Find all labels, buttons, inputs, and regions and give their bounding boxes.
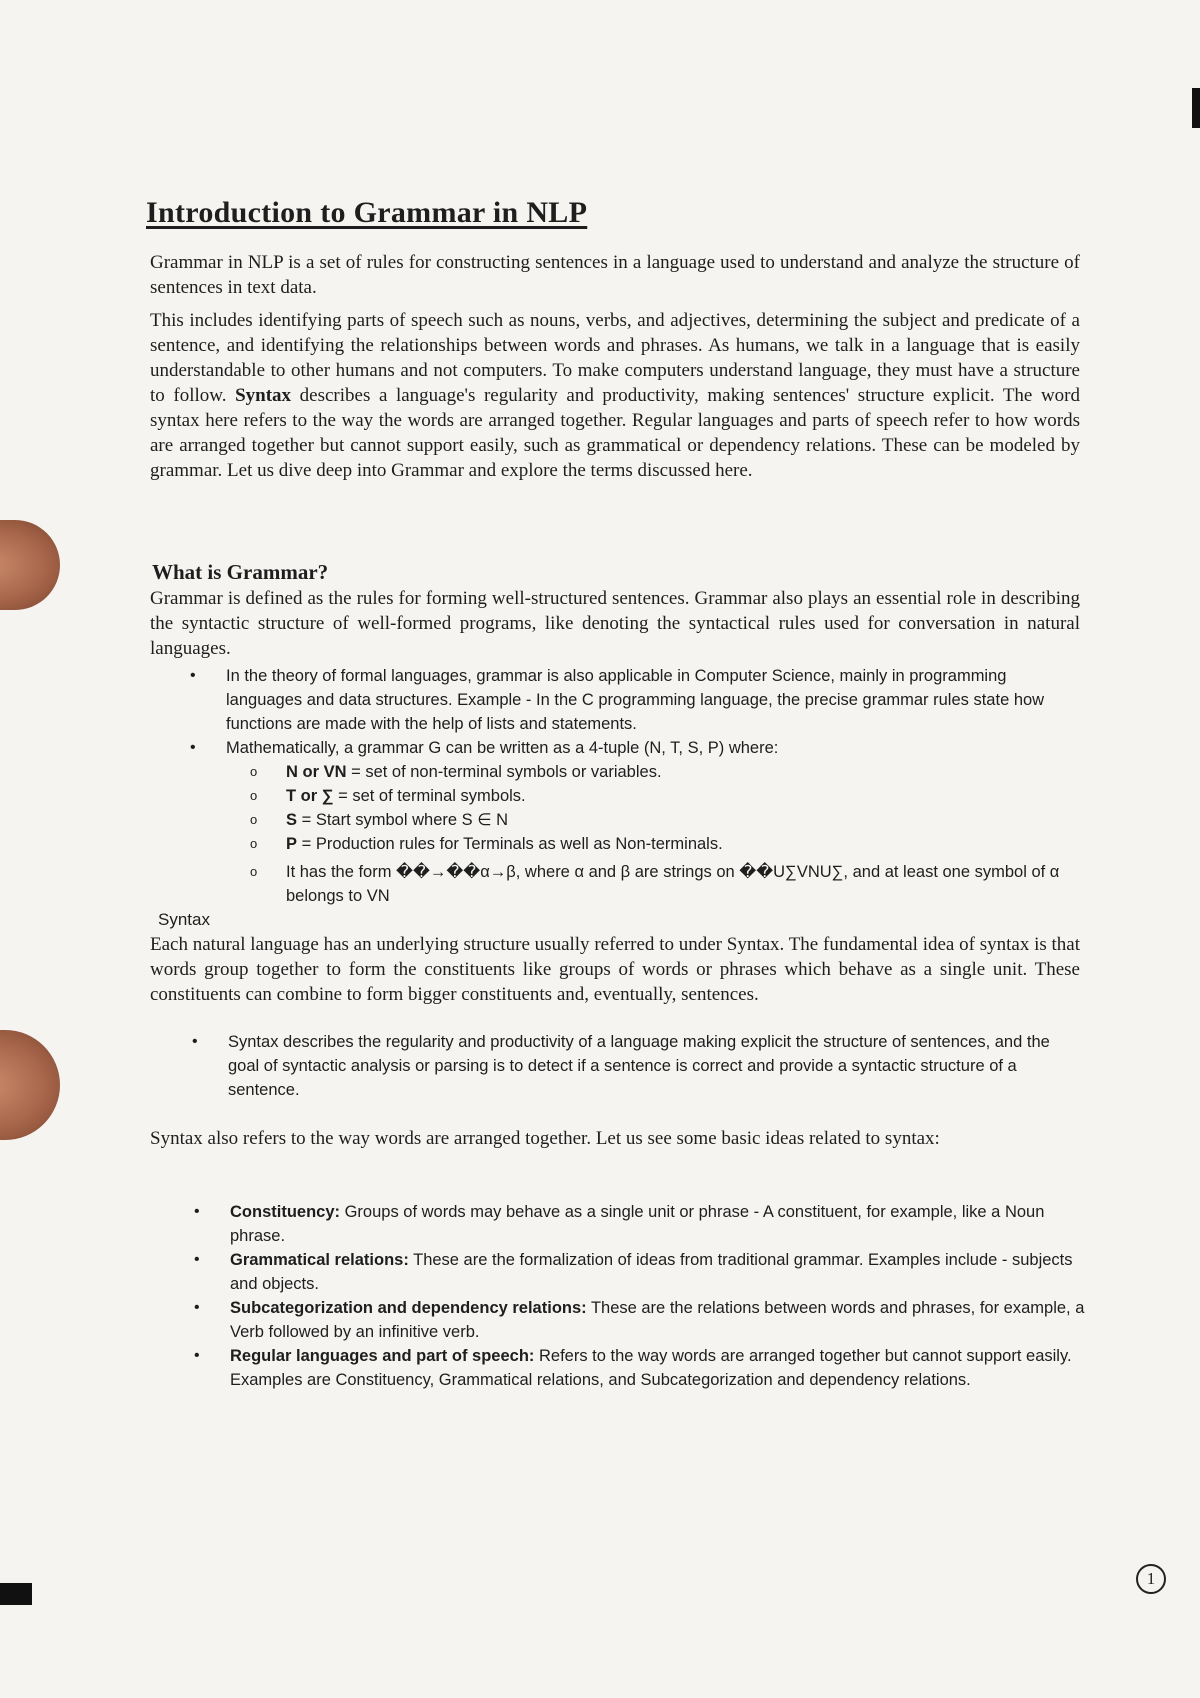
syntax-paragraph: Each natural language has an underlying structure usually referred to under Syntax. The fundamental idea of syntax is that words group together to form the constituents like groups of words or phrases which behave as a single unit. These constituents can combine to form bigger constituents and, eventually, sentences. [150,934,1080,1005]
intro-paragraph-2 [150,308,1080,483]
tuple-list [250,760,1086,908]
list-item: • Syntax describes the regularity and productivity of a language making explicit the structure of sentences, and the goal of syntactic analysis or parsing is to detect if a sentence is correct and provide a syntactic structure of a sentence. [188,1030,1084,1102]
syntax-ideas-list [190,1200,1086,1392]
tuple-text: = Production rules for Terminals as well as Non-terminals. [297,835,723,853]
finger-shadow [0,1030,60,1140]
list-item [190,1296,1086,1344]
list-item [250,808,1086,832]
idea-text: Refers to the way words are arranged together but cannot support easily. Examples are Constituency, Grammatical relations, and Subcategorization and dependency relations. [230,1347,1072,1389]
idea-text: These are the formalization of ideas from traditional grammar. Examples include - subjects and objects. [230,1251,1073,1293]
idea-term: Regular languages and part of speech: [230,1347,535,1365]
list-item [250,832,1086,856]
heading-what-is-grammar: What is Grammar? [152,560,329,584]
finger-shadow [0,520,60,610]
tuple-text: It has the form ��→��α→β, where α and β are strings on ��U∑VNU∑, and at least one symbol of α belongs to VN [286,863,1060,905]
tuple-text: = Start symbol where S ∈ N [297,811,509,829]
tuple-key: S [286,811,298,829]
idea-term: Constituency: [230,1203,341,1221]
scan-mark [0,1583,32,1605]
tuple-key: P [286,835,298,853]
intro-syntax-term: Syntax [235,385,292,406]
idea-term: Grammatical relations: [230,1251,409,1269]
page-title: Introduction to Grammar in NLP [146,196,588,229]
list-item [190,1200,1086,1248]
what-paragraph: Grammar is defined as the rules for forming well-structured sentences. Grammar also plays an essential role in describing the syntactic structure of well-formed programs, like denoting the syntactical rules used for conversation in natural languages. [150,588,1080,659]
page-number: 1 [1136,1564,1166,1594]
tuple-text: = set of non-terminal symbols or variables. [346,763,662,781]
idea-text: Groups of words may behave as a single unit or phrase - A constituent, for example, like a Noun phrase. [230,1203,1045,1245]
what-bullet-list [186,664,1086,908]
tuple-intro: Mathematically, a grammar G can be written as a 4-tuple (N, T, S, P) where: [226,739,779,757]
idea-text: These are the relations between words and phrases, for example, a Verb followed by an infinitive verb. [230,1299,1085,1341]
intro-text: This includes identifying parts of speech such as nouns, verbs, and adjectives, determining the subject and predicate of a sentence, and identifying the relationships between words and phrases. As humans, we talk in a language that is easily understandable to other humans and not computers. To make computers understand language, they must have a structure to follow. [150,310,1080,406]
syntax-bullet-list [188,1030,1084,1102]
syntax-paragraph-2: Syntax also refers to the way words are arranged together. Let us see some basic ideas related to syntax: [150,1128,940,1149]
intro-paragraph-1: Grammar in NLP is a set of rules for constructing sentences in a language used to understand and analyze the structure of sentences in text data. [150,252,1080,298]
list-item [190,1344,1086,1392]
list-item [190,1248,1086,1296]
list-item [250,784,1086,808]
list-item [186,736,1086,908]
intro-text-cont: describes a language's regularity and productivity, making sentences' structure explicit. The word syntax here refers to the way the words are arranged together. Regular languages and parts of speech refer to how words are arranged together but cannot support easily, such as grammatical or dependency relations. These can be modeled by grammar. Let us dive deep into Grammar and explore the terms discussed here. [150,385,1081,481]
idea-term: Subcategorization and dependency relations: [230,1299,587,1317]
list-item [250,860,1086,908]
tuple-key: N or VN [286,763,347,781]
binder-edge [1192,88,1200,128]
tuple-text: = set of terminal symbols. [333,787,526,805]
list-item: • In the theory of formal languages, grammar is also applicable in Computer Science, mainly in programming languages and data structures. Example - In the C programming language, the precise grammar rules state how functions are made with the help of lists and statements. [186,664,1086,736]
list-item [250,760,1086,784]
tuple-key: T or ∑ [286,787,334,805]
heading-syntax: Syntax [158,910,210,929]
